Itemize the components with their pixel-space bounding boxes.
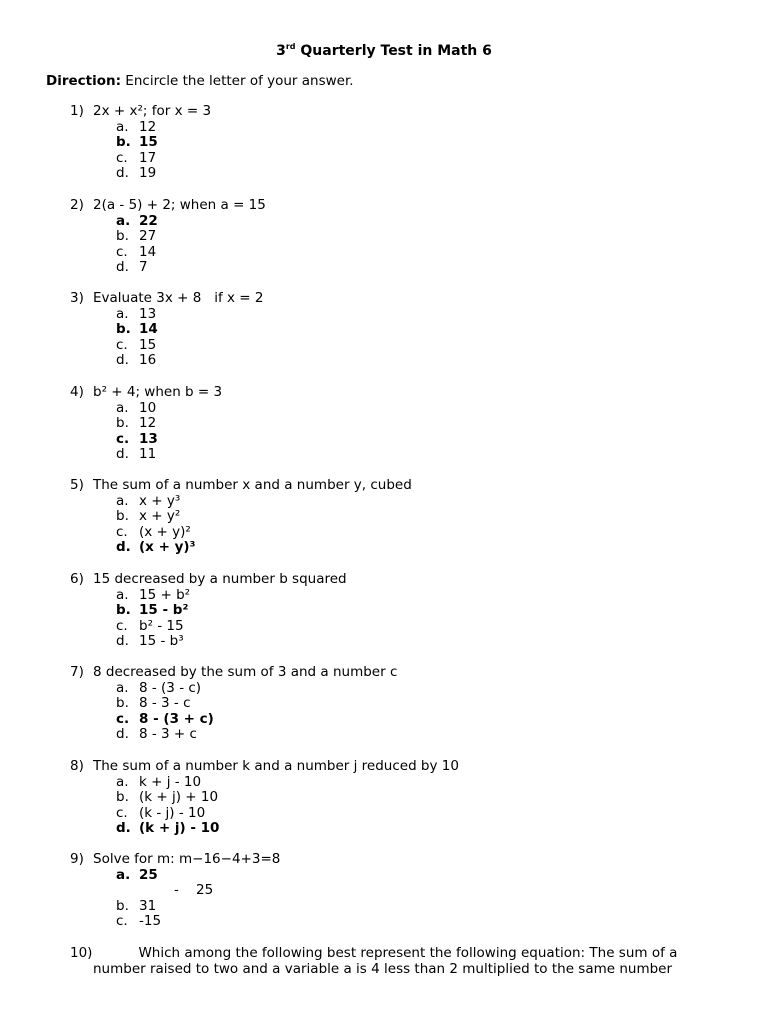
question-text-line-2: number raised to two and a variable a is 4 less than 2 multiplied to the same number <box>93 961 673 977</box>
option-letter: b. <box>116 321 131 338</box>
question-number: 6) <box>70 571 84 587</box>
question-text: Evaluate 3x + 8 if x = 2 <box>93 290 264 306</box>
option-b[interactable] <box>116 696 397 712</box>
option-text: 25 <box>139 866 158 883</box>
question-7 <box>70 665 397 743</box>
option-b[interactable] <box>116 229 266 245</box>
option-b[interactable] <box>116 790 459 806</box>
option-letter: b. <box>116 415 129 432</box>
option-text: k + j - 10 <box>139 773 202 790</box>
option-a[interactable] <box>116 775 459 791</box>
option-text: -15 <box>139 913 162 930</box>
question-text: 8 decreased by the sum of 3 and a number c <box>93 664 398 680</box>
option-c[interactable] <box>116 806 459 822</box>
option-c[interactable] <box>116 338 263 354</box>
option-letter: a. <box>116 773 129 790</box>
option-d[interactable] <box>116 260 266 276</box>
option-b[interactable] <box>116 416 222 432</box>
option-a[interactable] <box>116 681 397 697</box>
question-text: 15 decreased by a number b squared <box>93 571 347 587</box>
option-text: 22 <box>139 212 158 229</box>
option-b-answer[interactable] <box>116 322 263 338</box>
option-text: 19 <box>139 165 157 182</box>
option-letter: a. <box>116 492 129 509</box>
question-text: Solve for m: m−16−4+3=8 <box>93 851 281 867</box>
question-4 <box>70 385 222 463</box>
question-3 <box>70 291 263 369</box>
question-text: The sum of a number k and a number j reduced by 10 <box>93 758 459 774</box>
option-a[interactable] <box>116 401 222 417</box>
option-text: 7 <box>139 259 148 276</box>
page-title <box>0 42 768 59</box>
option-text: 31 <box>139 897 157 914</box>
option-c[interactable] <box>116 245 266 261</box>
option-letter: b. <box>116 134 131 151</box>
option-text: 15 + b² <box>139 586 191 603</box>
option-d[interactable] <box>116 353 263 369</box>
option-d[interactable] <box>116 634 347 650</box>
option-text: 12 <box>139 415 157 432</box>
option-letter: a. <box>116 866 131 883</box>
option-text: 16 <box>139 352 157 369</box>
option-text: 8 - 3 + c <box>139 726 197 743</box>
question-5 <box>70 478 412 556</box>
stray-bullet-line: - 25 <box>174 882 214 899</box>
option-text: 8 - (3 - c) <box>139 679 202 696</box>
option-b[interactable] <box>116 509 412 525</box>
option-letter: c. <box>116 804 128 821</box>
question-number: 4) <box>70 384 84 400</box>
option-a[interactable] <box>116 588 347 604</box>
direction-label: Direction: <box>46 73 122 89</box>
option-text: 12 <box>139 118 157 135</box>
option-letter: d. <box>116 726 129 743</box>
option-a-answer[interactable] <box>116 868 280 884</box>
option-text: 13 <box>139 305 157 322</box>
option-letter: a. <box>116 679 129 696</box>
question-10 <box>70 945 720 977</box>
option-text: 14 <box>139 321 158 338</box>
option-a[interactable] <box>116 120 211 136</box>
option-d-answer[interactable] <box>116 821 459 837</box>
option-letter: b. <box>116 508 129 525</box>
question-number: 7) <box>70 664 84 680</box>
question-number: 3) <box>70 290 84 306</box>
option-letter: d. <box>116 352 129 369</box>
option-letter: d. <box>116 446 129 463</box>
option-text: 17 <box>139 149 157 166</box>
option-text: 8 - 3 - c <box>139 695 191 712</box>
option-text: x + y³ <box>139 492 181 509</box>
option-text: 13 <box>139 430 158 447</box>
option-c-answer[interactable] <box>116 712 397 728</box>
question-1 <box>70 104 211 182</box>
option-text: 10 <box>139 399 157 416</box>
option-c[interactable] <box>116 914 280 930</box>
option-text: 11 <box>139 446 157 463</box>
question-text-line-1: Which among the following best represent the following equation: The sum of a <box>138 945 678 961</box>
option-letter: b. <box>116 228 129 245</box>
question-9 <box>70 852 280 930</box>
option-letter: c. <box>116 336 128 353</box>
direction-line <box>46 73 354 89</box>
option-c[interactable] <box>116 525 412 541</box>
question-text: 2(a - 5) + 2; when a = 15 <box>93 197 266 213</box>
option-d[interactable] <box>116 727 397 743</box>
option-letter: c. <box>116 710 130 727</box>
option-text: (k - j) - 10 <box>139 804 206 821</box>
option-d[interactable] <box>116 447 222 463</box>
option-text: 15 <box>139 134 158 151</box>
option-text: (x + y)³ <box>139 539 196 556</box>
question-2 <box>70 198 266 276</box>
option-letter: c. <box>116 430 130 447</box>
option-text: 15 - b³ <box>139 633 184 650</box>
option-letter: d. <box>116 820 131 837</box>
option-b[interactable] <box>116 899 280 915</box>
option-letter: a. <box>116 305 129 322</box>
question-8 <box>70 759 459 837</box>
option-letter: c. <box>116 149 128 166</box>
option-c-answer[interactable] <box>116 432 222 448</box>
option-letter: d. <box>116 633 129 650</box>
option-text: 15 <box>139 336 157 353</box>
option-text: (x + y)² <box>139 523 191 540</box>
question-text: The sum of a number x and a number y, cubed <box>93 477 412 493</box>
option-text: (k + j) + 10 <box>139 789 219 806</box>
option-letter: d. <box>116 539 131 556</box>
option-letter: c. <box>116 617 128 634</box>
direction-text: Encircle the letter of your answer. <box>121 73 354 89</box>
option-d-answer[interactable] <box>116 540 412 556</box>
option-d[interactable] <box>116 166 211 182</box>
option-letter: c. <box>116 243 128 260</box>
question-number: 5) <box>70 477 84 493</box>
option-letter: b. <box>116 789 129 806</box>
option-c[interactable] <box>116 151 211 167</box>
option-c[interactable] <box>116 619 347 635</box>
title-superscript: rd <box>285 42 296 51</box>
option-letter: a. <box>116 118 129 135</box>
title-prefix: 3 <box>276 43 286 59</box>
option-a[interactable] <box>116 494 412 510</box>
option-text: b² - 15 <box>139 617 184 634</box>
option-text: 14 <box>139 243 157 260</box>
option-letter: d. <box>116 259 129 276</box>
option-letter: c. <box>116 523 128 540</box>
option-text: 8 - (3 + c) <box>139 710 214 727</box>
option-letter: a. <box>116 212 131 229</box>
option-text: 15 - b² <box>139 602 189 619</box>
option-a-answer[interactable] <box>116 214 266 230</box>
option-letter: d. <box>116 165 129 182</box>
option-b-answer[interactable] <box>116 603 347 619</box>
option-letter: c. <box>116 913 128 930</box>
option-a[interactable] <box>116 307 263 323</box>
option-letter: b. <box>116 897 129 914</box>
option-letter: b. <box>116 695 129 712</box>
option-b-answer[interactable] <box>116 135 211 151</box>
title-rest: Quarterly Test in Math 6 <box>295 43 492 59</box>
question-text: 2x + x²; for x = 3 <box>93 103 212 119</box>
question-6 <box>70 572 347 650</box>
option-text: (k + j) - 10 <box>139 820 220 837</box>
option-letter: a. <box>116 586 129 603</box>
option-text: 27 <box>139 228 157 245</box>
option-letter: b. <box>116 602 131 619</box>
option-text: x + y² <box>139 508 181 525</box>
question-number: 9) <box>70 851 84 867</box>
question-text: b² + 4; when b = 3 <box>93 384 223 400</box>
question-number: 10) <box>70 945 93 961</box>
question-number: 2) <box>70 197 84 213</box>
option-letter: a. <box>116 399 129 416</box>
question-number: 1) <box>70 103 84 119</box>
question-number: 8) <box>70 758 84 774</box>
